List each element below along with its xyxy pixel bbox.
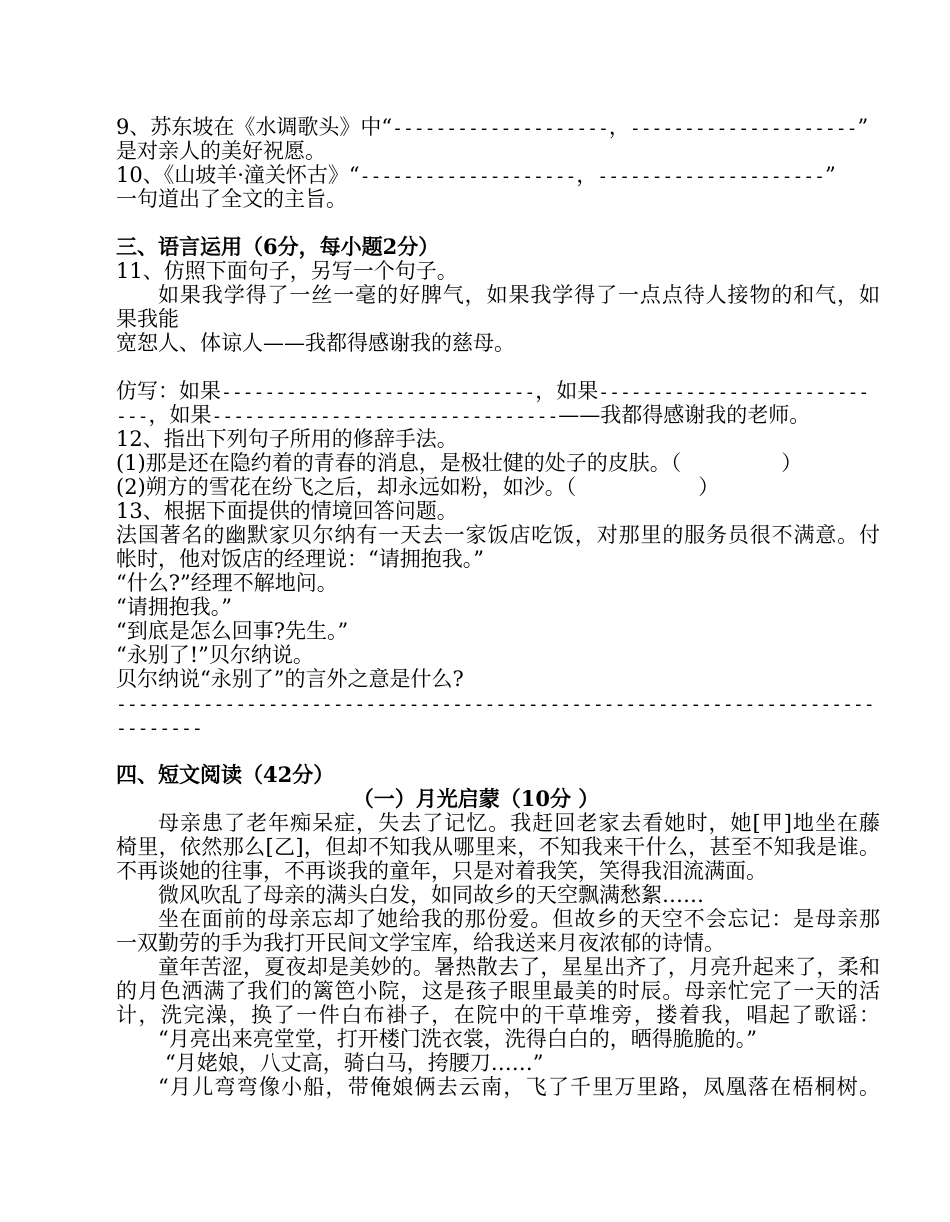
- passage-line: 椅里，依然那么[乙]，但却不知我从哪里来，不知我来干什么，甚至不知我是谁。: [116, 835, 880, 859]
- answer-blank: ---: [116, 406, 149, 427]
- question-12-prompt: 12、指出下列句子所用的修辞手法。: [116, 427, 458, 451]
- answer-paren-close: ）: [781, 451, 803, 475]
- question-13-question: 贝尔纳说“永别了”的言外之意是什么?: [116, 667, 464, 691]
- spacer: [116, 355, 880, 379]
- scenario-line: “到底是怎么回事?先生。”: [116, 619, 349, 643]
- answer-blank: --------: [116, 718, 203, 739]
- answer-blank: -------------------------: [598, 382, 870, 403]
- question-11-example-line: 果我能: [116, 307, 179, 331]
- answer-line: [116, 691, 880, 715]
- scenario-line: “请拥抱我。”: [116, 595, 232, 619]
- question-11-imitation-line: [116, 379, 880, 403]
- scenario-line: “永别了!”贝尔纳说。: [116, 643, 314, 667]
- passage-line: 微风吹乱了母亲的满头白发，如同故乡的天空飘满愁絮……: [158, 883, 704, 907]
- item-sentence: (1)那是还在隐约着的青春的消息，是极壮健的处子的皮肤。: [116, 451, 671, 475]
- answer-blank: ---------------------: [629, 118, 858, 139]
- closing-quote: ”: [824, 163, 836, 187]
- passage-line: 童年苦涩，夏夜却是美妙的。暑热散去了，星星出齐了，月亮升起来了，柔和: [158, 955, 880, 979]
- spacer: [116, 739, 880, 763]
- scenario-line: 法国著名的幽默家贝尔纳有一天去一家饭店吃饭，对那里的服务员很不满意。付: [116, 523, 880, 547]
- question-11-example-line: 宽恕人、体谅人——我都得感谢我的慈母。: [116, 331, 515, 355]
- song-line: “月儿弯弯像小船，带俺娘俩去云南，飞了千里万里路，凤凰落在梧桐树。: [158, 1075, 880, 1099]
- blank-separator: ，: [608, 115, 630, 139]
- section-3-heading: 三、语言运用（6分，每小题2分）: [116, 234, 440, 259]
- answer-blank: ---------------------: [597, 166, 825, 187]
- section-4-heading: 四、短文阅读（42分）: [116, 762, 335, 787]
- question-10-line: [116, 163, 880, 187]
- question-11-example-line: 如果我学得了一丝一毫的好脾气，如果我学得了一点点待人接物的和气，如: [158, 283, 880, 307]
- spacer: [116, 211, 880, 235]
- question-9-line: [116, 115, 880, 139]
- question-11-prompt: 11、仿照下面句子，另写一个句子。: [116, 259, 458, 283]
- question-9-text: 9、苏东坡在《水调歌头》中“: [116, 115, 393, 139]
- song-line: “月姥娘，八丈高，骑白马，挎腰刀……”: [165, 1051, 544, 1075]
- closing-quote: ”: [857, 115, 869, 139]
- imitation-ending: ——我都得感谢我的老师。: [558, 403, 811, 427]
- passage-line: 坐在面前的母亲忘却了她给我的那份爱。但故乡的天空不会忘记：是母亲那: [158, 907, 880, 931]
- answer-paren-open: （: [670, 451, 682, 475]
- question-9-continuation: 是对亲人的美好祝愿。: [116, 139, 326, 163]
- answer-blank: ----------------------------------------------------------------------: [116, 694, 875, 715]
- passage-title: （一）月光启蒙（10分 ）: [352, 786, 600, 811]
- answer-line: [116, 715, 880, 739]
- scenario-line: 帐时，他对饭店的经理说：“请拥抱我。”: [116, 547, 484, 571]
- question-12-item: [116, 451, 880, 475]
- answer-blank: --------------------: [359, 166, 577, 187]
- question-13-prompt: 13、根据下面提供的情境回答问题。: [116, 499, 458, 523]
- question-10-continuation: 一句道出了全文的主旨。: [116, 187, 347, 211]
- question-12-item: [116, 475, 880, 499]
- answer-paren-close: ）: [698, 475, 720, 499]
- passage-line: 母亲患了老年痴呆症，失去了记忆。我赶回老家去看她时，她[甲]地坐在藤: [158, 811, 880, 835]
- imitation-joiner: ，如果: [535, 379, 599, 403]
- passage-line: 一双勤劳的手为我打开民间文学宝库，给我送来月夜浓郁的诗情。: [116, 931, 725, 955]
- exam-page: [116, 115, 880, 1099]
- passage-line: 计，洗完澡，换了一件白布褂子，在院中的干草堆旁，搂着我，唱起了歌谣：: [116, 1003, 880, 1027]
- answer-blank: --------------------------------: [211, 406, 559, 427]
- question-10-text: 10、《山坡羊·潼关怀古》“: [116, 163, 360, 187]
- passage-line: 不再谈她的往事，不再谈我的童年，只是对着我笑，笑得我泪流满面。: [116, 859, 767, 883]
- scenario-line: “什么?”经理不解地问。: [116, 571, 338, 595]
- song-line: “月亮出来亮堂堂，打开楼门洗衣裳，洗得白白的，晒得脆脆的。”: [158, 1027, 757, 1051]
- answer-paren-open: （: [565, 475, 577, 499]
- answer-blank: --------------------: [392, 118, 609, 139]
- passage-line: 的月色洒满了我们的篱笆小院，这是孩子眼里最美的时辰。母亲忙完了一天的活: [116, 979, 880, 1003]
- imitation-label: 仿写：如果: [116, 379, 221, 403]
- answer-blank: -----------------------------: [221, 382, 536, 403]
- item-sentence: (2)朔方的雪花在纷飞之后，却永远如粉，如沙。: [116, 475, 566, 499]
- imitation-joiner: ，如果: [148, 403, 212, 427]
- blank-separator: ，: [576, 163, 598, 187]
- question-11-imitation-line: [116, 403, 880, 427]
